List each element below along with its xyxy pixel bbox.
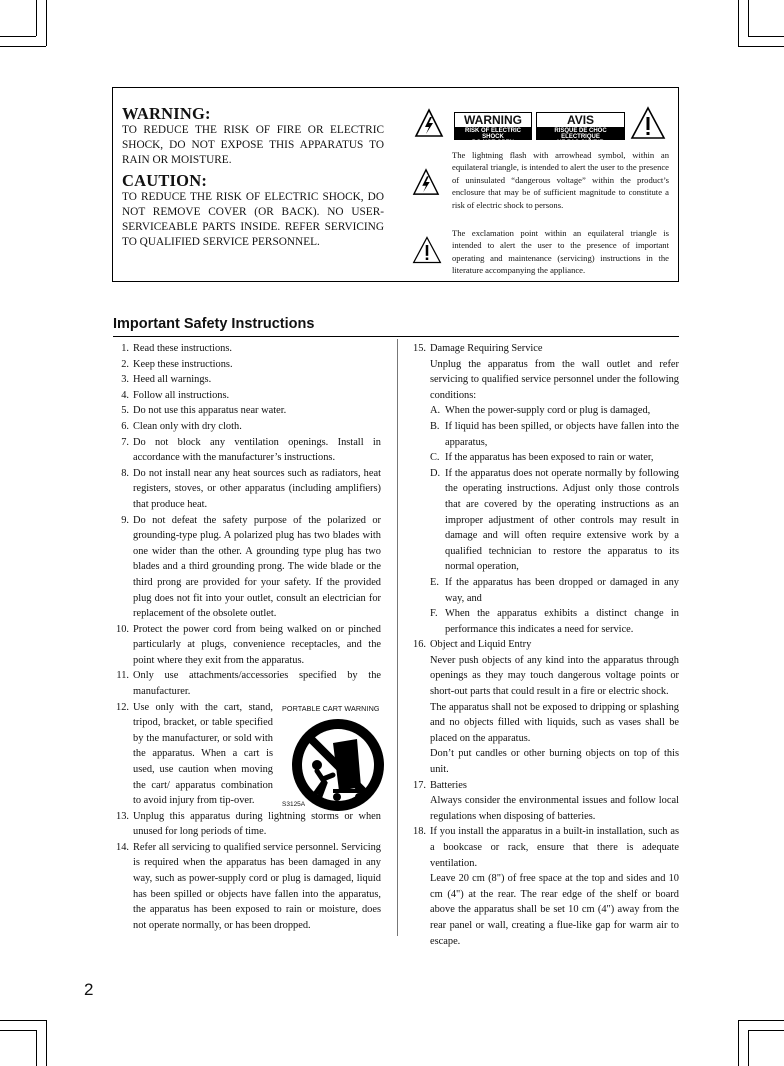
list-item	[113, 357, 381, 373]
item-text: Read these instructions.	[133, 343, 232, 354]
warning-heading: WARNING:	[122, 104, 211, 123]
crop-mark	[0, 46, 46, 47]
crop-mark	[46, 0, 47, 46]
list-item	[113, 388, 381, 404]
crop-mark	[0, 36, 36, 37]
warning-label	[454, 112, 532, 146]
list-item	[113, 419, 381, 435]
item-number: 14.	[116, 841, 129, 853]
section-title: Important Safety Instructions	[113, 316, 315, 332]
crop-mark	[36, 0, 37, 36]
warning-text: TO REDUCE THE RISK OF FIRE OR ELECTRIC SHOCK, DO NOT EXPOSE THIS APPARATUS TO RAIN OR MOISTURE.	[122, 124, 384, 166]
lightning-symbol-text: The lightning flash with arrowhead symbol, within an equilateral triangle, is intended to alert the user to the presence of uninsulated “dangerous voltage” within the product’s enclosure that may be of sufficient magnitude to constitute a risk of electric shock to persons.	[452, 150, 669, 210]
list-item	[113, 622, 381, 669]
sub-item: F. When the apparatus exhibits a distinct change in performance this indicates a need for service.	[430, 608, 679, 635]
crop-mark	[748, 1030, 749, 1066]
list-item	[410, 778, 679, 825]
item-number: 1.	[121, 343, 129, 354]
item-title: Object and Liquid Entry	[430, 639, 532, 651]
item-text: If you install the apparatus in a built-in installation, such as a bookcase or rack, ensure that there is adequate ventilation.	[430, 826, 679, 869]
crop-mark	[748, 1030, 784, 1031]
warning-label-sub2: DO NOT OPEN	[471, 140, 514, 146]
item-text: The apparatus shall not be exposed to dripping or splashing and no objects filled with liquids, such as vases shall be placed on the apparatus.	[430, 701, 679, 744]
list-item	[113, 341, 381, 357]
sub-item: A. When the power-supply cord or plug is damaged,	[430, 405, 651, 417]
item-title: Damage Requiring Service	[430, 343, 543, 354]
sub-item: C. If the apparatus has been exposed to rain or water,	[430, 452, 654, 464]
crop-mark	[738, 0, 739, 46]
left-column	[113, 341, 381, 933]
item-text: Unplug the apparatus from the wall outlet and refer servicing to qualified service personnel under the following conditions:	[430, 358, 679, 401]
item-text: Never push objects of any kind into the apparatus through openings as they may touch dangerous voltage points or short-out parts that could result in a fire or electric shock.	[430, 654, 679, 698]
item-text: Do not install near any heat sources such as radiators, heat registers, stoves, or other apparatus (including amplifiers) that produce heat.	[133, 467, 381, 510]
list-item	[113, 840, 381, 934]
item-number: 6.	[121, 420, 129, 432]
item-number: 4.	[121, 389, 129, 401]
item-number: 17.	[413, 779, 426, 791]
lightning-triangle-icon	[414, 108, 444, 138]
item-text: Heed all warnings.	[133, 374, 212, 386]
avis-label-sub2: NE PAS OUVRIR	[557, 140, 604, 146]
exclamation-symbol-text: The exclamation point within an equilateral triangle is intended to alert the user to the presence of important operating and maintenance (servicing) instructions in the literature accompanying the appliance.	[452, 228, 669, 276]
crop-mark	[748, 0, 749, 36]
item-number: 5.	[121, 405, 129, 417]
item-number: 3.	[121, 374, 129, 386]
item-text: Don’t put candles or other burning objects on top of this unit.	[430, 748, 679, 776]
item-text: Only use attachments/accessories specified by the manufacturer.	[133, 670, 381, 698]
item-text: Unplug this apparatus during lightning storms or when unused for long periods of time.	[133, 810, 381, 838]
item-text: Always consider the environmental issues and follow local regulations when disposing of batteries.	[430, 795, 679, 822]
list-item	[113, 668, 381, 699]
sub-item: E. If the apparatus has been dropped or damaged in any way, and	[430, 576, 679, 604]
crop-mark	[738, 46, 784, 47]
column-divider	[397, 339, 398, 936]
caution-heading: CAUTION:	[122, 171, 208, 190]
list-item	[410, 824, 679, 949]
warning-label-title: WARNING	[464, 113, 522, 127]
item-text: Clean only with dry cloth.	[133, 420, 242, 432]
list-item	[113, 372, 381, 388]
crop-mark	[0, 1030, 36, 1031]
section-rule	[113, 336, 679, 337]
crop-mark	[0, 1020, 46, 1021]
item-text: Refer all servicing to qualified service personnel. Servicing is required when the apparatus has been damaged in any way, such as power-supply cord or plug is damaged, liquid has been spilled or objects have fallen into the apparatus, the apparatus has been exposed to rain or moisture, does not operate normally, or has been dropped.	[133, 841, 381, 931]
list-item	[410, 341, 679, 637]
crop-mark	[46, 1020, 47, 1066]
sub-item: D. If the apparatus does not operate normally by following the operating instructions. Adjust only those controls that are covered by the operating instructions as an improper adjustment of other controls may result in damage and will often require extensive work by a qualified technician to restore the apparatus to its normal operation,	[430, 467, 679, 573]
cart-warning-code: S3125A	[282, 801, 306, 808]
item-number: 13.	[116, 810, 129, 822]
crop-mark	[748, 36, 784, 37]
item-number: 9.	[121, 514, 129, 526]
list-item	[410, 637, 679, 777]
caution-text: TO REDUCE THE RISK OF ELECTRIC SHOCK, DO NOT REMOVE COVER (OR BACK). NO USER-SERVICEABLE PARTS INSIDE. REFER SERVICING TO QUALIFIED SERVICE PERSONNEL.	[122, 191, 384, 248]
item-number: 7.	[121, 436, 129, 448]
item-number: 18.	[413, 826, 426, 838]
list-item	[113, 403, 381, 419]
list-item	[113, 466, 381, 513]
item-number: 11.	[116, 670, 129, 682]
crop-mark	[738, 1020, 739, 1066]
item-text: Use only with the cart, stand, tripod, bracket, or table specified by the manufacturer, or sold with the apparatus. When a cart is used, use caution when moving the cart/ apparatus combination to avoid injury from tip-over.	[133, 701, 273, 807]
crop-mark	[738, 1020, 784, 1021]
item-number: 10.	[116, 623, 129, 635]
avis-label-sub1: RISQUE DE CHOC ELECTRIQUE	[554, 128, 607, 140]
warning-label-sub1: RISK OF ELECTRIC SHOCK	[464, 128, 521, 140]
item-number: 2.	[121, 358, 129, 370]
item-number: 12.	[116, 701, 129, 713]
avis-label-title: AVIS	[566, 113, 595, 127]
item-text: Leave 20 cm (8") of free space at the top and sides and 10 cm (4") at the rear. The rear edge of the shelf or board above the apparatus shall be set 10 cm (4") away from the rear panel or wall, creating a flue-like gap for warm air to escape.	[430, 873, 679, 947]
item-text: Keep these instructions.	[133, 358, 233, 370]
list-item	[113, 513, 381, 622]
cart-warning-caption: PORTABLE CART WARNING	[282, 704, 380, 713]
exclamation-triangle-icon	[412, 235, 442, 265]
page-number: 2	[84, 980, 94, 999]
item-text: Follow all instructions.	[133, 389, 230, 401]
item-text: Do not defeat the safety purpose of the polarized or grounding-type plug. A polarized plug has two blades with one wider than the other. A grounding type plug has two blades and a third grounding prong. The wide blade or the third prong are provided for your safety. If the provided plug does not fit into your outlet, consult an electrician for replacement of the obsolete outlet.	[133, 514, 381, 620]
exclamation-triangle-icon	[630, 106, 666, 140]
crop-mark	[36, 1030, 37, 1066]
item-text: Do not use this apparatus near water.	[133, 405, 287, 417]
lightning-triangle-icon	[412, 168, 440, 196]
warning-box	[112, 87, 679, 282]
item-text: Protect the power cord from being walked on or pinched particularly at plugs, convenience receptacles, and the point where they exit from the apparatus.	[133, 623, 381, 666]
sub-item: B. If liquid has been spilled, or objects have fallen into the apparatus,	[430, 420, 679, 448]
right-column	[410, 341, 679, 949]
item-number: 16.	[413, 639, 426, 651]
item-text: Do not block any ventilation openings. Install in accordance with the manufacturer’s instructions.	[133, 436, 381, 464]
item-title: Batteries	[430, 779, 467, 791]
list-item	[113, 435, 381, 466]
avis-label	[536, 112, 625, 146]
item-number: 15.	[413, 343, 426, 354]
item-number: 8.	[121, 467, 129, 479]
